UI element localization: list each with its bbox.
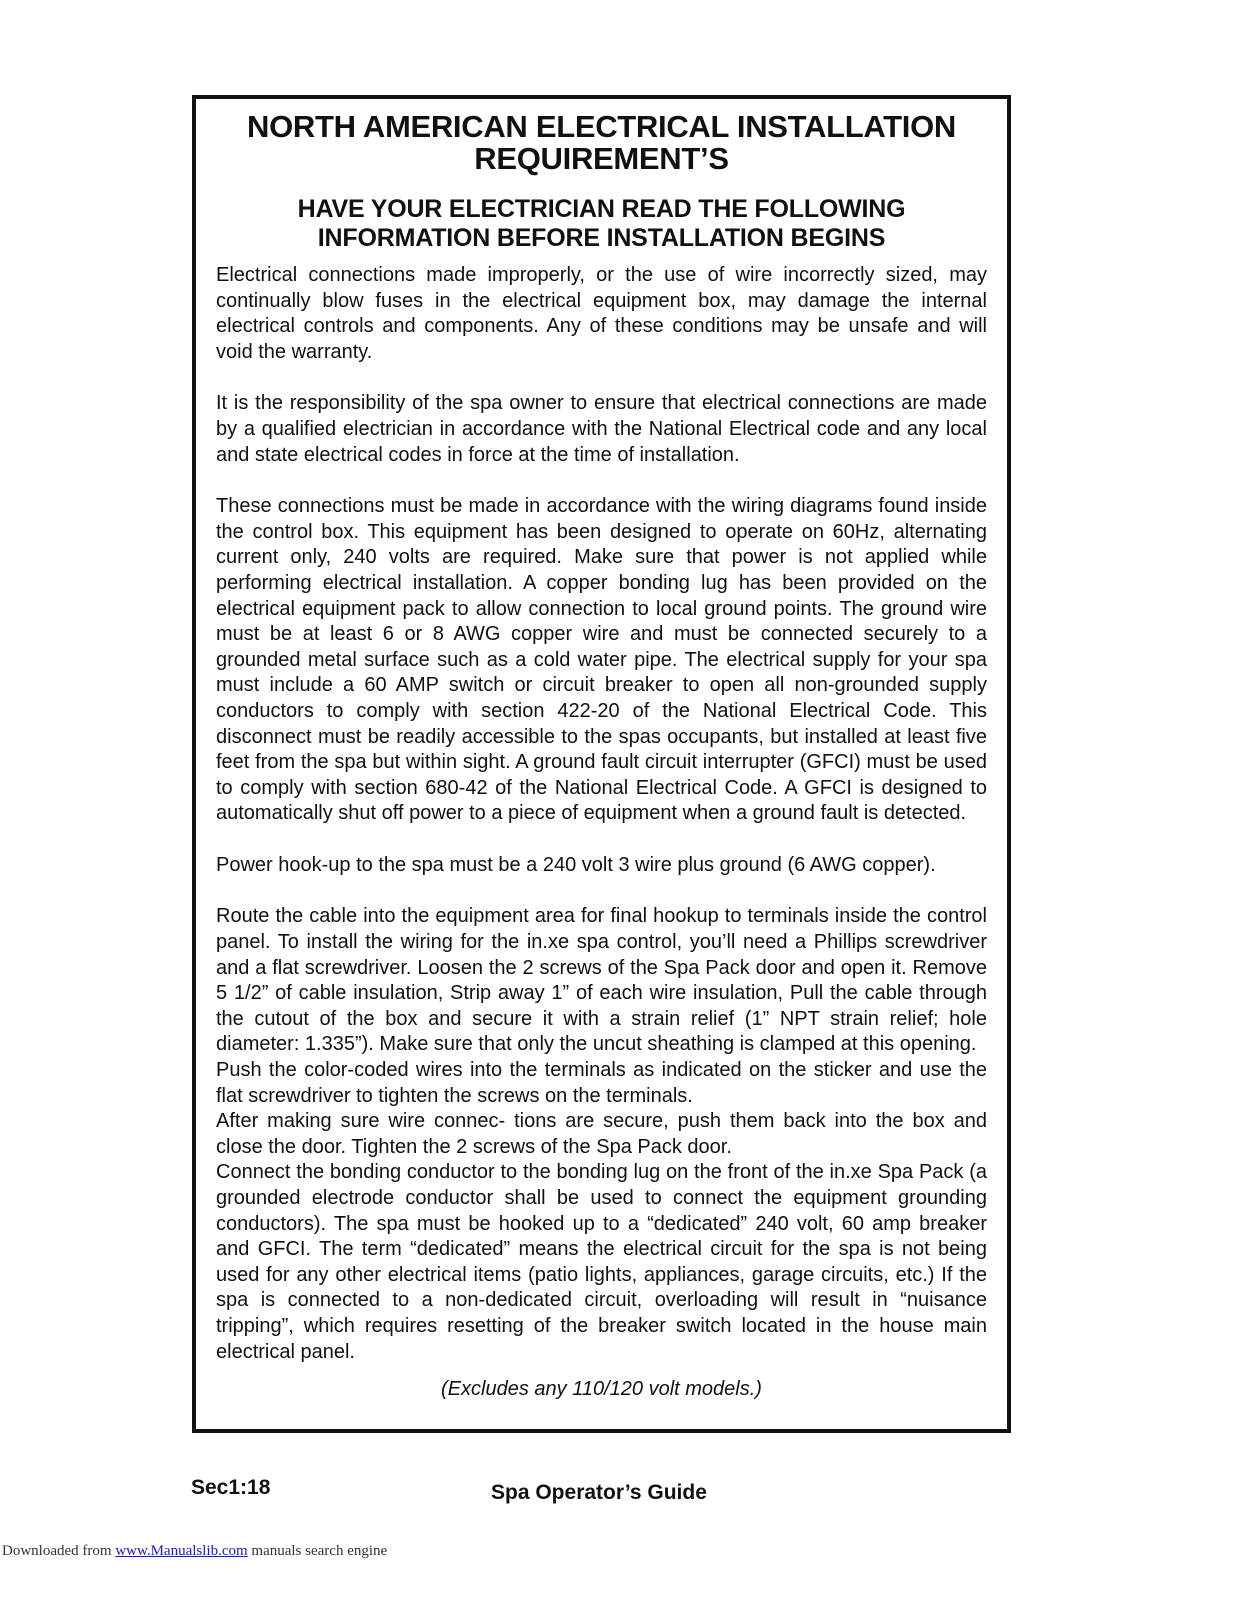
section-number: Sec1:18	[191, 1476, 271, 1499]
guide-title: Spa Operator’s Guide	[491, 1481, 707, 1504]
paragraph-power-hookup: Power hook-up to the spa must be a 240 volt 3 wire plus ground (6 AWG copper).	[216, 853, 936, 876]
paragraph-route-cable: Route the cable into the equipment area for final hookup to terminals inside the control panel. To install the wiring for the in.xe spa control, you’ll need a Phillips screwdriver and a flat screwdriver. Loosen the 2 screws of the Spa Pack door and open it. Remove 5 1/2” of cable insulation, Strip away 1” of each wire insulation, Pull the cable through the cutout of the box and secure it with a strain relief (1” NPT strain relief; hole diameter: 1.335”). Make sure that only the uncut sheathing is clamped at this opening.	[216, 905, 987, 1056]
paragraph-warning: Electrical connections made improperly, or the use of wire incorrectly sized, may continually blow fuses in the electrical equipment box, may damage the internal electrical controls and components. Any of these conditions may be unsafe and will void the warranty.	[216, 264, 987, 363]
manualslib-link[interactable]: www.Manualslib.com	[115, 1543, 248, 1559]
paragraph-bonding: Connect the bonding conductor to the bonding lug on the front of the in.xe Spa Pack (a grounded electrode conductor shall be used to connect the equipment grounding conductors). The spa must be hooked up to a “dedicated” 240 volt, 60 amp breaker and GFCI. The term “dedicated” means the electrical circuit for the spa is not being used for any other electrical items (patio lights, appliances, garage circuits, etc.) If the spa is connected to a non-dedicated circuit, overloading will result in “nuisance tripping”, which requires resetting of the breaker switch located in the house main electrical panel.	[216, 1161, 987, 1363]
paragraph-connections: These connections must be made in accordance with the wiring diagrams found inside the control box. This equipment has been designed to operate on 60Hz, alternating current only, 240 volts are required. Make sure that power is not applied while performing electrical installation. A copper bonding lug has been provided on the electrical equipment pack to allow connection to local ground points. The ground wire must be at least 6 or 8 AWG copper wire and must be connected securely to a grounded metal surface such as a cold water pipe. The electrical supply for your spa must include a 60 AMP switch or circuit breaker to open all non-grounded supply conductors to comply with section 422-20 of the National Electrical Code. This disconnect must be readily accessible to the spas occupants, but installed at least five feet from the spa but within sight. A ground fault circuit interrupter (GFCI) must be used to comply with section 680-42 of the National Electrical Code. A GFCI is designed to automatically shut off power to a piece of equipment when a ground fault is detected.	[216, 495, 987, 825]
content-body	[216, 111, 987, 1402]
content-frame	[192, 95, 1011, 1433]
page-title: NORTH AMERICAN ELECTRICAL INSTALLATION REQUIREMENT’S	[246, 109, 957, 176]
excludes-note: (Excludes any 110/120 volt models.)	[441, 1378, 762, 1401]
paragraph-responsibility: It is the responsibility of the spa owner to ensure that electrical connections are made by a qualified electrician in accordance with the National Electrical code and any local and state electrical codes in force at the time of installation.	[216, 392, 987, 466]
page-subtitle: HAVE YOUR ELECTRICIAN READ THE FOLLOWING INFORMATION BEFORE INSTALLATION BEGINS	[297, 195, 906, 252]
paragraph-push-wires: Push the color-coded wires into the terminals as indicated on the sticker and use the flat screwdriver to tighten the screws on the terminals.	[216, 1059, 987, 1107]
download-suffix: manuals search engine	[247, 1543, 388, 1559]
download-banner	[2, 1543, 387, 1560]
body-text	[216, 263, 987, 1365]
download-prefix: Downloaded from	[2, 1543, 116, 1559]
paragraph-close-door: After making sure wire connec- tions are secure, push them back into the box and close the door. Tighten the 2 screws of the Spa Pack door.	[216, 1110, 987, 1158]
